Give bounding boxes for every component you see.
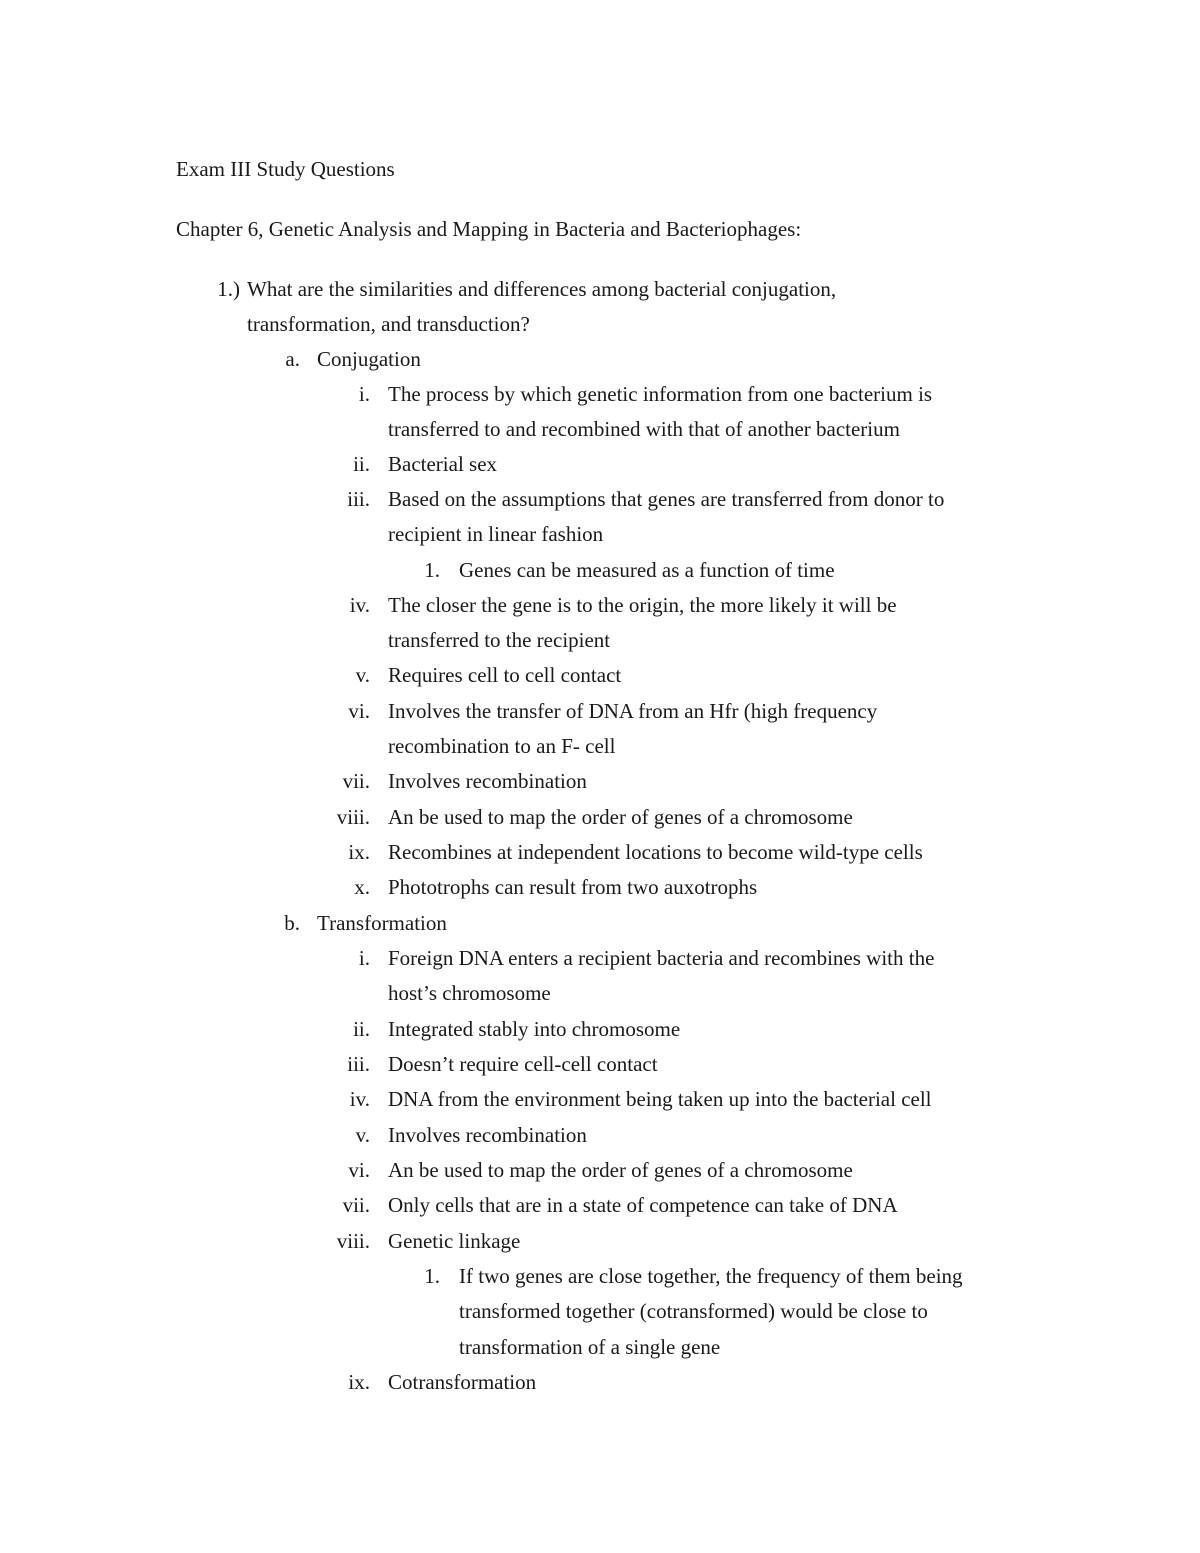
list-item-text: recipient in linear fashion	[388, 522, 604, 546]
list-marker: vi.	[348, 699, 370, 723]
list-item-text: Based on the assumptions that genes are transferred from donor to	[388, 487, 945, 511]
question-text-line: What are the similarities and differences among bacterial conjugation,	[247, 277, 837, 301]
list-item-text: An be used to map the order of genes of a chromosome	[388, 805, 853, 829]
list-item-text: The process by which genetic information from one bacterium is	[388, 382, 933, 406]
list-item-text: Bacterial sex	[388, 452, 498, 476]
section-marker: b.	[284, 911, 300, 935]
list-marker: iii.	[347, 1052, 370, 1076]
list-marker: vii.	[342, 1193, 370, 1217]
list-marker: iii.	[347, 487, 370, 511]
sublist-item-text: Genes can be measured as a function of time	[459, 558, 835, 582]
list-marker: iv.	[349, 1087, 370, 1111]
list-marker: ix.	[348, 840, 370, 864]
list-marker: vii.	[342, 769, 370, 793]
sublist-item-text: If two genes are close together, the frequency of them being	[459, 1264, 963, 1288]
list-item-text: Involves recombination	[388, 1123, 587, 1147]
list-item-text: Genetic linkage	[388, 1229, 521, 1253]
list-marker: ix.	[348, 1370, 370, 1394]
list-marker: ii.	[353, 1017, 370, 1041]
list-item-text: Integrated stably into chromosome	[388, 1017, 681, 1041]
list-marker: iv.	[349, 593, 370, 617]
section-heading-conjugation: Conjugation	[317, 347, 421, 371]
chapter-heading: Chapter 6, Genetic Analysis and Mapping in Bacteria and Bacteriophages:	[176, 217, 802, 241]
list-item-text: Doesn’t require cell-cell contact	[388, 1052, 658, 1076]
list-marker: viii.	[336, 1229, 370, 1253]
list-marker: i.	[358, 382, 370, 406]
sublist-item-text: transformation of a single gene	[459, 1335, 721, 1359]
question-text-line: transformation, and transduction?	[247, 312, 530, 336]
list-marker: viii.	[336, 805, 370, 829]
question-number: 1.)	[217, 277, 240, 301]
document-title: Exam III Study Questions	[176, 157, 395, 181]
list-item-text: Requires cell to cell contact	[388, 663, 622, 687]
list-item-text: DNA from the environment being taken up into the bacterial cell	[388, 1087, 932, 1111]
list-marker: v.	[355, 1123, 370, 1147]
list-item-text: An be used to map the order of genes of a chromosome	[388, 1158, 853, 1182]
list-item-text: The closer the gene is to the origin, the more likely it will be	[388, 593, 897, 617]
list-marker: ii.	[353, 452, 370, 476]
list-marker: v.	[355, 663, 370, 687]
sublist-marker: 1.	[424, 1264, 440, 1288]
list-item-text: transferred to and recombined with that of another bacterium	[388, 417, 900, 441]
list-item-text: host’s chromosome	[388, 981, 551, 1005]
list-marker: i.	[358, 946, 370, 970]
list-item-text: Involves recombination	[388, 769, 587, 793]
list-item-text: recombination to an F- cell	[388, 734, 616, 758]
list-item-text: Foreign DNA enters a recipient bacteria and recombines with the	[388, 946, 935, 970]
list-marker: x.	[354, 875, 370, 899]
list-item-text: transferred to the recipient	[388, 628, 611, 652]
section-heading-transformation: Transformation	[317, 911, 447, 935]
sublist-marker: 1.	[424, 558, 440, 582]
list-item-text: Cotransformation	[388, 1370, 537, 1394]
list-marker: vi.	[348, 1158, 370, 1182]
sublist-item-text: transformed together (cotransformed) would be close to	[459, 1299, 928, 1323]
list-item-text: Recombines at independent locations to become wild-type cells	[388, 840, 923, 864]
list-item-text: Involves the transfer of DNA from an Hfr (high frequency	[388, 699, 878, 723]
section-marker: a.	[285, 347, 300, 371]
list-item-text: Only cells that are in a state of competence can take of DNA	[388, 1193, 898, 1217]
list-item-text: Phototrophs can result from two auxotrophs	[388, 875, 758, 899]
